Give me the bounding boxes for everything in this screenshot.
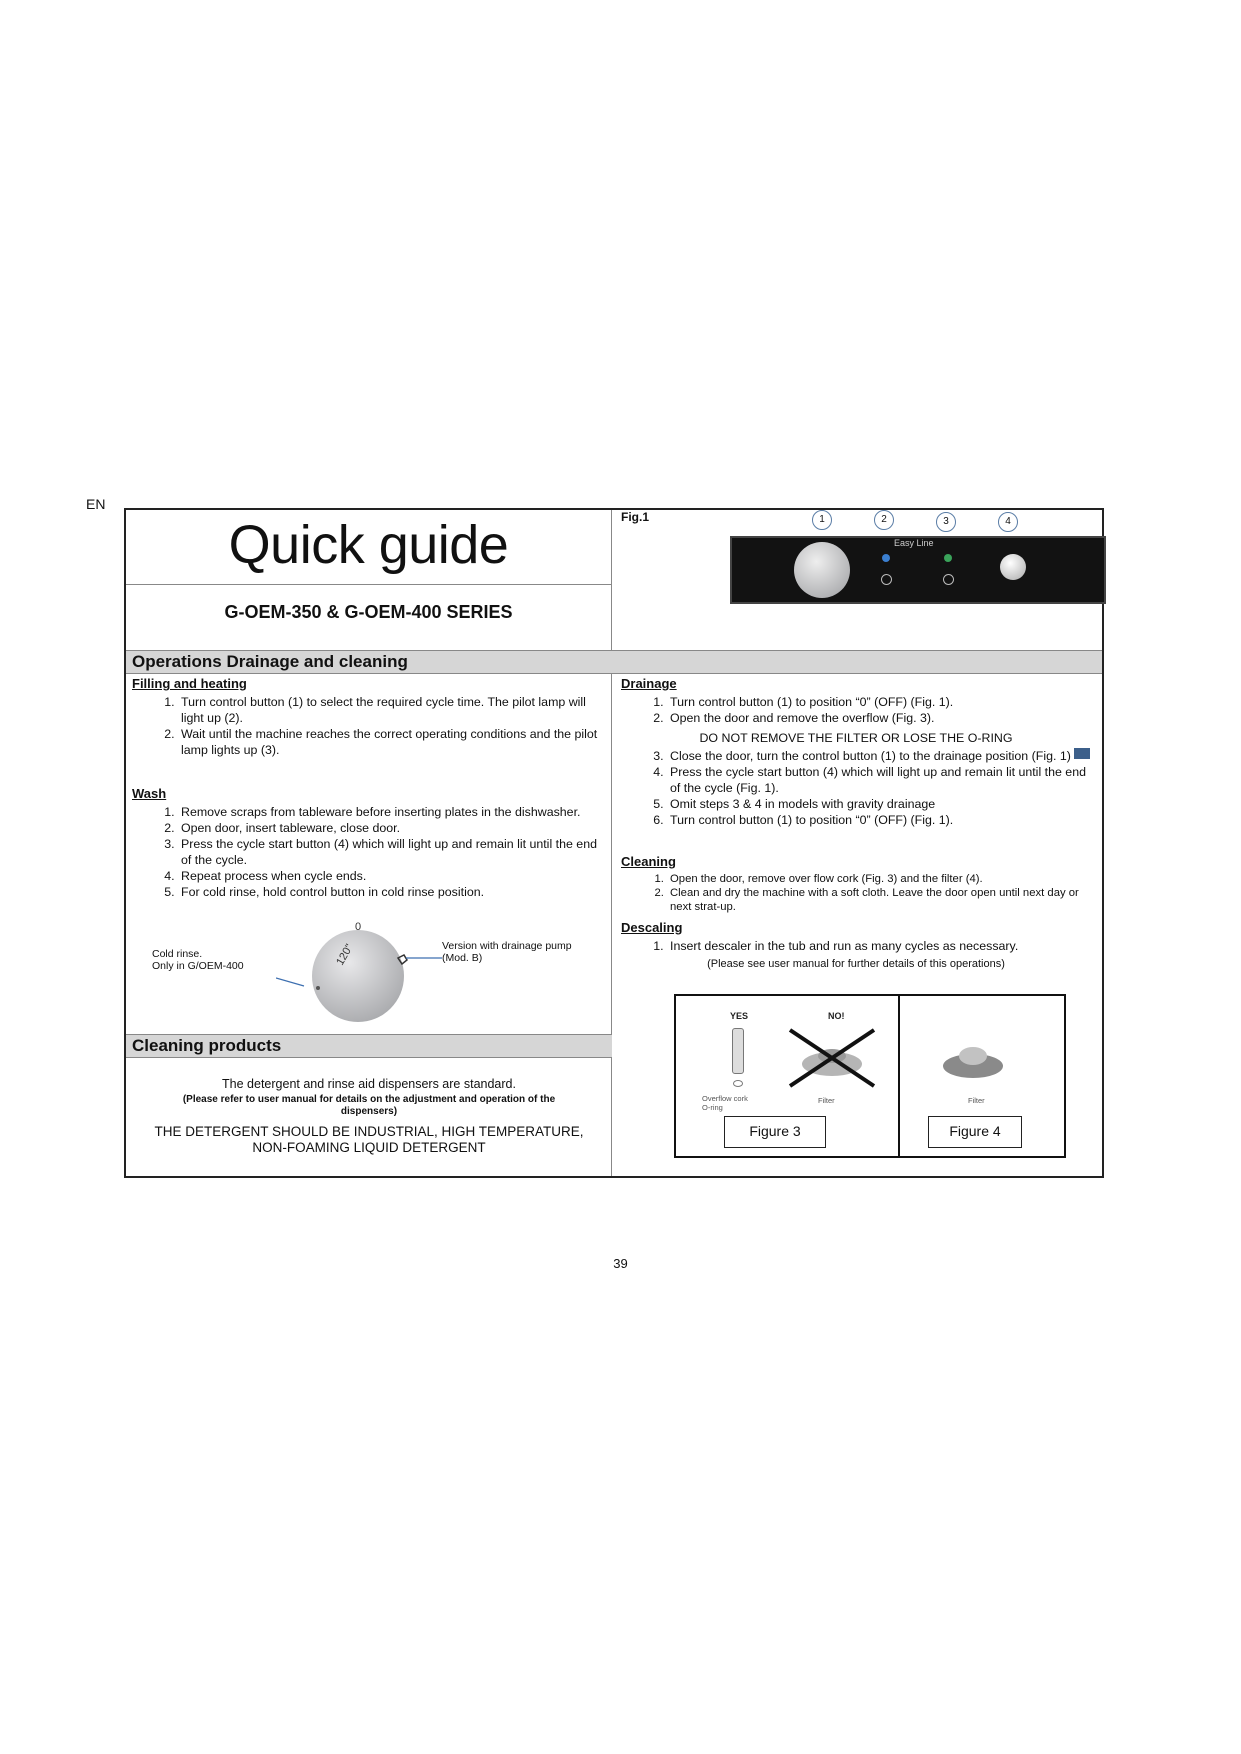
list-item: 1. Turn control button (1) to position “0” (OFF) (Fig. 1). (667, 694, 1091, 710)
fig1-label: Fig.1 (621, 510, 650, 524)
fig1-number-3: 3 (936, 512, 956, 532)
language-code: EN (86, 496, 106, 512)
list-item: 2. Open the door and remove the overflow (Fig. 3). (667, 710, 1091, 726)
detergent-warning: THE DETERGENT SHOULD BE INDUSTRIAL, HIGH TEMPERATURE, NON-FOAMING LIQUID DETERGENT (154, 1124, 584, 1155)
knob-zero-label: 0 (355, 921, 362, 933)
wash-steps (132, 804, 602, 900)
cycle-start-button-icon (1000, 554, 1026, 580)
list-item: 1. Insert descaler in the tub and run as many cycles as necessary. (667, 938, 1091, 954)
o-ring-label: O-ring (702, 1103, 723, 1112)
filter-label: Filter (818, 1096, 835, 1105)
wash-section (132, 786, 602, 900)
fig1-number-4: 4 (998, 512, 1018, 532)
cold-rinse-callout: Cold rinse. Only in G/OEM-400 (152, 948, 244, 972)
list-item: 2. Open door, insert tableware, close door. (178, 820, 602, 836)
cleaning-products-line1: The detergent and rinse aid dispensers are standard. (222, 1077, 516, 1091)
figures-3-4 (674, 994, 1066, 1158)
knob-body (312, 930, 404, 1022)
panel-brand: Easy Line (894, 538, 934, 548)
operations-header: Operations Drainage and cleaning (132, 652, 408, 671)
drainage-heading: Drainage (621, 676, 677, 691)
cleaning-section (621, 854, 1091, 914)
filling-heading: Filling and heating (132, 676, 247, 691)
list-item: 6. Turn control button (1) to position “0” (OFF) (Fig. 1). (667, 812, 1091, 828)
figure-3-caption: Figure 3 (724, 1116, 826, 1148)
title-divider (126, 584, 611, 585)
callout-line (276, 978, 304, 986)
fig1-number-2: 2 (874, 510, 894, 530)
drainage-pump-callout: Version with drainage pump (Mod. B) (442, 940, 572, 964)
temperature-icon (943, 574, 954, 585)
descaling-heading: Descaling (621, 920, 683, 935)
list-item: 3. Press the cycle start button (4) which will light up and remain lit until the end of the cycle. (178, 836, 602, 868)
descaling-steps (621, 938, 1091, 954)
page-number: 39 (613, 1256, 628, 1271)
cold-rinse-icon (316, 986, 320, 990)
control-panel-illustration (732, 538, 1104, 602)
overflow-cork-label: Overflow cork (702, 1094, 748, 1103)
list-item: 5. For cold rinse, hold control button in cold rinse position. (178, 884, 602, 900)
power-icon (881, 574, 892, 585)
drainage-position-icon (1074, 748, 1090, 759)
overflow-cork-icon (732, 1028, 744, 1074)
fig1-number-1: 1 (812, 510, 832, 530)
list-item: 1. Open the door, remove over flow cork (Fig. 3) and the filter (4). (667, 872, 1091, 886)
drainage-warning: DO NOT REMOVE THE FILTER OR LOSE THE O-RING (699, 731, 1013, 745)
wash-heading: Wash (132, 786, 167, 801)
descaling-section (621, 920, 1091, 972)
filling-section (132, 676, 602, 758)
descaling-note: (Please see user manual for further details of this operations) (707, 958, 1005, 970)
cleaning-products-header: Cleaning products (132, 1036, 282, 1055)
cleaning-products-line2: (Please refer to user manual for details on the adjustment and operation of the dispensers) (182, 1094, 556, 1117)
drainage-steps-b (621, 748, 1091, 828)
filter-icon (938, 1036, 1008, 1086)
list-item: 1. Turn control button (1) to select the required cycle time. The pilot lamp will light up (2). (178, 694, 602, 726)
list-item: 2. Wait until the machine reaches the correct operating conditions and the pilot lamp lights up (3). (178, 726, 602, 758)
list-item: 2. Clean and dry the machine with a soft cloth. Leave the door open until next day or next strat-up. (667, 886, 1091, 914)
list-item: 3. Close the door, turn the control button (1) to the drainage position (Fig. 1) (667, 748, 1091, 764)
list-item: 4. Repeat process when cycle ends. (178, 868, 602, 884)
figure-divider (898, 996, 900, 1156)
list-item: 5. Omit steps 3 & 4 in models with gravity drainage (667, 796, 1091, 812)
no-label: NO! (828, 1011, 845, 1021)
list-item: 1. Remove scraps from tableware before inserting plates in the dishwasher. (178, 804, 602, 820)
quick-guide-frame (124, 508, 1104, 1178)
cleaning-heading: Cleaning (621, 854, 676, 869)
panel-knob (794, 542, 850, 598)
filling-steps (132, 694, 602, 758)
figure-4-caption: Figure 4 (928, 1116, 1022, 1148)
list-item: 4. Press the cycle start button (4) which will light up and remain lit until the end of the cycle (Fig. 1). (667, 764, 1091, 796)
page-title: Quick guide (228, 515, 509, 575)
filter-crossed-out-icon (784, 1026, 880, 1090)
o-ring-icon (733, 1080, 743, 1087)
pilot-lamp-blue-icon (882, 554, 890, 562)
control-knob-illustration (276, 918, 446, 1024)
cleaning-steps (621, 872, 1091, 914)
pilot-lamp-green-icon (944, 554, 952, 562)
figure-4-filter-label: Filter (968, 1096, 985, 1105)
drainage-steps-a (621, 694, 1091, 726)
series-title: G-OEM-350 & G-OEM-400 SERIES (224, 602, 513, 622)
knob-120-label: 120" (334, 942, 356, 968)
column-divider (611, 510, 612, 1176)
drainage-section (621, 676, 1091, 828)
yes-label: YES (730, 1011, 749, 1021)
